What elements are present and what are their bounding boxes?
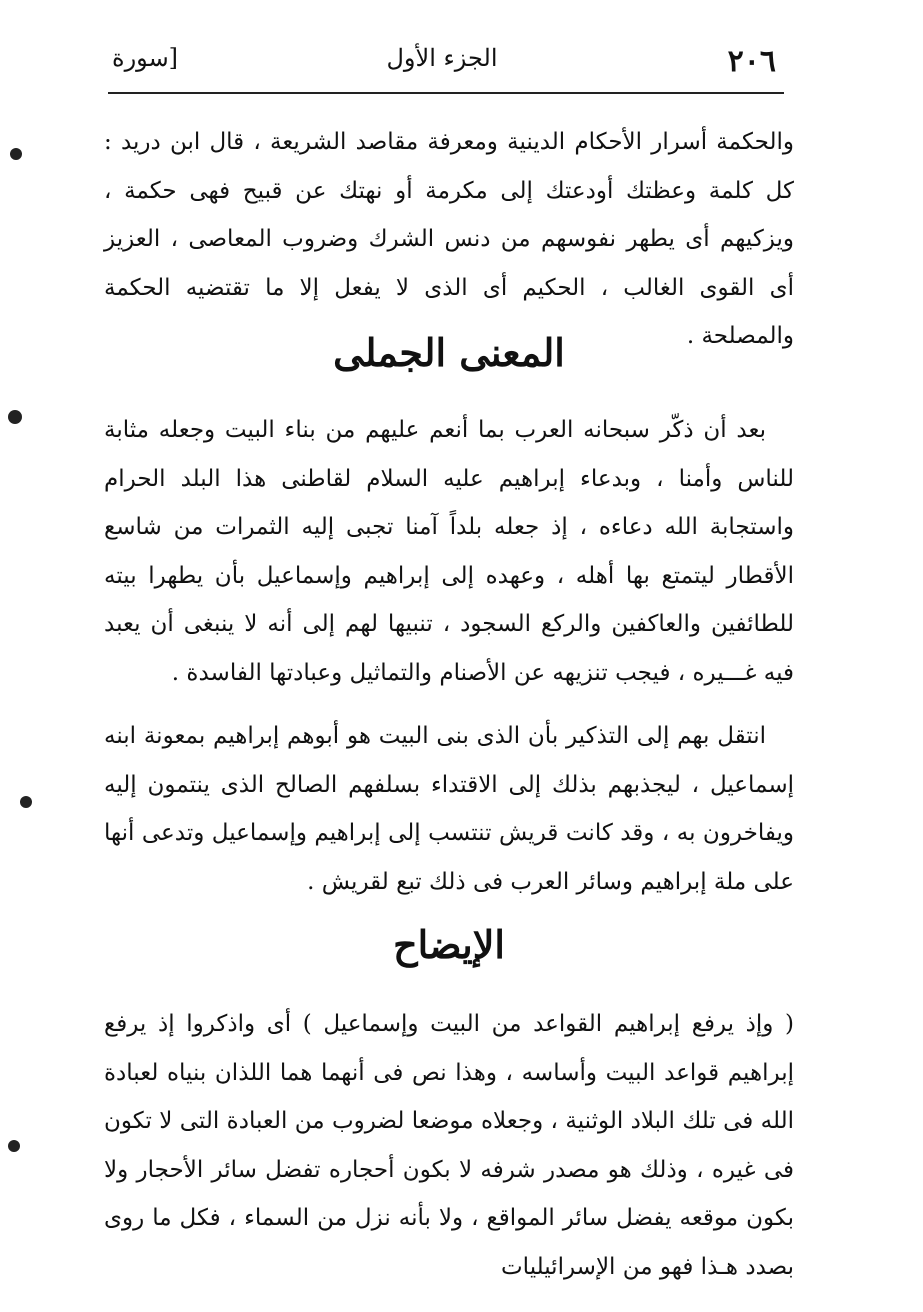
general-paragraph-1: بعد أن ذكّر سبحانه العرب بما أنعم عليهم من بناء البيت وجعله مثابة للناس وأمنا ، وبدعاء إبراهيم عليه السلام لقاطنى هذا البلد الحرام واستجابة الله دعاءه ، إذ جعله بلداً آمنا تجبى إليه الثمرات من شاسع الأقطار ليتمتع بها أهله ، وعهده إلى إبراهيم وإسماعيل بأن يطهرا بيته للطائفين والعاكفين والركع السجود ، تنبيها لهم إلى أنه لا ينبغى أن يعبد فيه غـــيره ، فيجب تنزيهه عن الأصنام والتماثيل وعبادتها الفاسدة . (104, 417, 794, 686)
heading-explanation: الإيضاح (393, 922, 505, 967)
explanation-paragraph: ( وإذ يرفع إبراهيم القواعد من البيت وإسماعيل ) أى واذكروا إذ يرفع إبراهيم قواعد البيت وأساسه ، وهذا نص فى أنهما هما اللذان بنياه لعبادة الله فى تلك البلاد الوثنية ، وجعلاه موضعا لضروب من العبادة التى لا تكون فى غيره ، وذلك هو مصدر شرفه لا بكون أحجاره تفضل سائر الأحجار ولا بكون موقعه يفضل سائر المواقع ، ولا بأنه نزل من السماء ، فكل ما روى بصدد هـذا فهو من الإسرائيليات (104, 1011, 794, 1280)
surah-label: [سورة (112, 44, 179, 72)
header-rule (108, 92, 784, 94)
part-title: الجزء الأول (386, 44, 498, 72)
page-header (108, 40, 776, 84)
scan-speck (20, 796, 32, 808)
scan-speck (8, 1140, 20, 1152)
intro-paragraph: والحكمة أسرار الأحكام الدينية ومعرفة مقاصد الشريعة ، قال ابن دريد : كل كلمة وعظتك أودعتك إلى مكرمة أو نهتك عن قبيح فهى حكمة ، ويزكيهم أى يطهر نفوسهم من دنس الشرك وضروب المعاصى ، العزيز أى القوى الغالب ، الحكيم أى الذى لا يفعل إلا ما تقتضيه الحكمة والمصلحة . (104, 129, 794, 349)
general-paragraph-2: انتقل بهم إلى التذكير بأن الذى بنى البيت هو أبوهم إبراهيم بمعونة ابنه إسماعيل ، ليجذبهم بذلك إلى الاقتداء بسلفهم الصالح الذى ينتمون إليه ويفاخرون به ، وقد كانت قريش تنتسب إلى إبراهيم وإسماعيل وتدعى أنها على ملة إبراهيم وسائر العرب فى ذلك تبع لقريش . (104, 723, 794, 895)
page-number: ٢٠٦ (727, 44, 776, 79)
scan-speck (8, 410, 22, 424)
scan-speck (10, 148, 22, 160)
heading-general-meaning: المعنى الجملى (333, 330, 565, 375)
